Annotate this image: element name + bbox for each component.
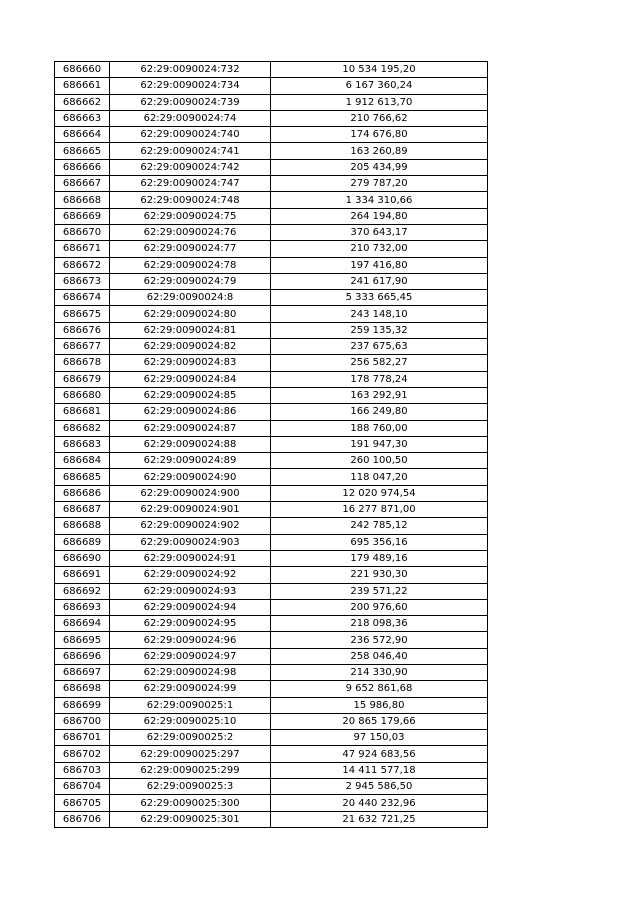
cadastral-number-cell: 62:29:0090024:8 (110, 290, 271, 306)
table-row (55, 664, 488, 680)
cadastral-value-cell: 179 489,16 (271, 550, 488, 566)
cadastral-number-cell: 62:29:0090024:88 (110, 436, 271, 452)
row-number-cell: 686663 (55, 110, 110, 126)
table-row (55, 811, 488, 827)
cadastral-number-cell: 62:29:0090024:901 (110, 502, 271, 518)
cadastral-value-cell: 16 277 871,00 (271, 502, 488, 518)
table-row (55, 192, 488, 208)
row-number-cell: 686691 (55, 567, 110, 583)
row-number-cell: 686689 (55, 534, 110, 550)
table-row (55, 583, 488, 599)
cadastral-number-cell: 62:29:0090024:78 (110, 257, 271, 273)
row-number-cell: 686674 (55, 290, 110, 306)
cadastral-value-cell: 259 135,32 (271, 322, 488, 338)
cadastral-number-cell: 62:29:0090024:98 (110, 664, 271, 680)
cadastral-value-cell: 191 947,30 (271, 436, 488, 452)
row-number-cell: 686683 (55, 436, 110, 452)
row-number-cell: 686697 (55, 664, 110, 680)
table-row (55, 339, 488, 355)
table-body (55, 62, 488, 828)
cadastral-value-cell: 21 632 721,25 (271, 811, 488, 827)
cadastral-number-cell: 62:29:0090024:903 (110, 534, 271, 550)
row-number-cell: 686698 (55, 681, 110, 697)
cadastral-number-cell: 62:29:0090025:300 (110, 795, 271, 811)
row-number-cell: 686699 (55, 697, 110, 713)
cadastral-number-cell: 62:29:0090024:82 (110, 339, 271, 355)
cadastral-value-cell: 188 760,00 (271, 420, 488, 436)
table-row (55, 208, 488, 224)
table-row (55, 436, 488, 452)
row-number-cell: 686693 (55, 599, 110, 615)
cadastral-number-cell: 62:29:0090025:301 (110, 811, 271, 827)
row-number-cell: 686665 (55, 143, 110, 159)
cadastral-value-cell: 197 416,80 (271, 257, 488, 273)
row-number-cell: 686668 (55, 192, 110, 208)
row-number-cell: 686694 (55, 616, 110, 632)
cadastral-value-cell: 20 865 179,66 (271, 713, 488, 729)
row-number-cell: 686661 (55, 78, 110, 94)
cadastral-value-cell: 10 534 195,20 (271, 62, 488, 78)
row-number-cell: 686671 (55, 241, 110, 257)
cadastral-value-cell: 370 643,17 (271, 224, 488, 240)
cadastral-value-cell: 118 047,20 (271, 469, 488, 485)
cadastral-value-cell: 163 292,91 (271, 387, 488, 403)
table-row (55, 469, 488, 485)
row-number-cell: 686681 (55, 404, 110, 420)
table-row (55, 176, 488, 192)
row-number-cell: 686679 (55, 371, 110, 387)
table-row (55, 632, 488, 648)
table-row (55, 62, 488, 78)
cadastral-value-cell: 9 652 861,68 (271, 681, 488, 697)
cadastral-number-cell: 62:29:0090025:299 (110, 762, 271, 778)
row-number-cell: 686669 (55, 208, 110, 224)
cadastral-value-cell: 6 167 360,24 (271, 78, 488, 94)
cadastral-number-cell: 62:29:0090024:74 (110, 110, 271, 126)
row-number-cell: 686702 (55, 746, 110, 762)
table-row (55, 143, 488, 159)
cadastral-value-cell: 239 571,22 (271, 583, 488, 599)
cadastral-number-cell: 62:29:0090024:91 (110, 550, 271, 566)
table-row (55, 567, 488, 583)
cadastral-number-cell: 62:29:0090024:748 (110, 192, 271, 208)
row-number-cell: 686677 (55, 339, 110, 355)
cadastral-number-cell: 62:29:0090024:76 (110, 224, 271, 240)
cadastral-value-cell: 695 356,16 (271, 534, 488, 550)
cadastral-number-cell: 62:29:0090025:3 (110, 779, 271, 795)
cadastral-value-cell: 200 976,60 (271, 599, 488, 615)
cadastral-number-cell: 62:29:0090024:739 (110, 94, 271, 110)
row-number-cell: 686687 (55, 502, 110, 518)
row-number-cell: 686700 (55, 713, 110, 729)
row-number-cell: 686682 (55, 420, 110, 436)
cadastral-number-cell: 62:29:0090024:900 (110, 485, 271, 501)
table-row (55, 795, 488, 811)
row-number-cell: 686664 (55, 127, 110, 143)
table-row (55, 518, 488, 534)
cadastral-value-cell: 20 440 232,96 (271, 795, 488, 811)
cadastral-number-cell: 62:29:0090024:93 (110, 583, 271, 599)
table-row (55, 453, 488, 469)
table-row (55, 224, 488, 240)
cadastral-value-cell: 5 333 665,45 (271, 290, 488, 306)
table-row (55, 746, 488, 762)
table-row (55, 127, 488, 143)
cadastral-value-cell: 242 785,12 (271, 518, 488, 534)
cadastral-number-cell: 62:29:0090024:77 (110, 241, 271, 257)
table-row (55, 779, 488, 795)
row-number-cell: 686704 (55, 779, 110, 795)
row-number-cell: 686678 (55, 355, 110, 371)
cadastral-value-cell: 14 411 577,18 (271, 762, 488, 778)
row-number-cell: 686706 (55, 811, 110, 827)
table-row (55, 371, 488, 387)
row-number-cell: 686666 (55, 159, 110, 175)
cadastral-value-cell: 163 260,89 (271, 143, 488, 159)
row-number-cell: 686685 (55, 469, 110, 485)
cadastral-number-cell: 62:29:0090024:79 (110, 273, 271, 289)
cadastral-number-cell: 62:29:0090024:741 (110, 143, 271, 159)
table-row (55, 648, 488, 664)
cadastral-number-cell: 62:29:0090024:96 (110, 632, 271, 648)
cadastral-number-cell: 62:29:0090024:86 (110, 404, 271, 420)
cadastral-value-cell: 214 330,90 (271, 664, 488, 680)
row-number-cell: 686688 (55, 518, 110, 534)
cadastral-number-cell: 62:29:0090025:2 (110, 730, 271, 746)
cadastral-value-cell: 258 046,40 (271, 648, 488, 664)
cadastral-value-cell: 178 778,24 (271, 371, 488, 387)
cadastral-value-cell: 221 930,30 (271, 567, 488, 583)
cadastral-number-cell: 62:29:0090024:81 (110, 322, 271, 338)
table-row (55, 485, 488, 501)
cadastral-value-cell: 264 194,80 (271, 208, 488, 224)
cadastral-value-cell: 12 020 974,54 (271, 485, 488, 501)
row-number-cell: 686695 (55, 632, 110, 648)
cadastral-value-cell: 97 150,03 (271, 730, 488, 746)
row-number-cell: 686692 (55, 583, 110, 599)
cadastral-number-cell: 62:29:0090024:747 (110, 176, 271, 192)
cadastral-number-cell: 62:29:0090024:97 (110, 648, 271, 664)
row-number-cell: 686686 (55, 485, 110, 501)
table-row (55, 762, 488, 778)
cadastral-number-cell: 62:29:0090024:83 (110, 355, 271, 371)
cadastral-number-cell: 62:29:0090024:95 (110, 616, 271, 632)
cadastral-value-cell: 47 924 683,56 (271, 746, 488, 762)
row-number-cell: 686675 (55, 306, 110, 322)
cadastral-number-cell: 62:29:0090024:94 (110, 599, 271, 615)
row-number-cell: 686667 (55, 176, 110, 192)
cadastral-number-cell: 62:29:0090024:99 (110, 681, 271, 697)
row-number-cell: 686662 (55, 94, 110, 110)
table-row (55, 94, 488, 110)
row-number-cell: 686684 (55, 453, 110, 469)
cadastral-number-cell: 62:29:0090024:740 (110, 127, 271, 143)
cadastral-number-cell: 62:29:0090024:92 (110, 567, 271, 583)
table-row (55, 355, 488, 371)
table-row (55, 387, 488, 403)
table-row (55, 599, 488, 615)
cadastral-value-cell: 205 434,99 (271, 159, 488, 175)
cadastral-number-cell: 62:29:0090024:85 (110, 387, 271, 403)
table-row (55, 110, 488, 126)
row-number-cell: 686673 (55, 273, 110, 289)
cadastral-number-cell: 62:29:0090024:90 (110, 469, 271, 485)
cadastral-number-cell: 62:29:0090024:742 (110, 159, 271, 175)
cadastral-value-cell: 241 617,90 (271, 273, 488, 289)
row-number-cell: 686672 (55, 257, 110, 273)
cadastral-value-cell: 260 100,50 (271, 453, 488, 469)
table-row (55, 420, 488, 436)
table-row (55, 78, 488, 94)
cadastral-value-cell: 166 249,80 (271, 404, 488, 420)
cadastral-value-cell: 243 148,10 (271, 306, 488, 322)
cadastral-number-cell: 62:29:0090024:902 (110, 518, 271, 534)
cadastral-number-cell: 62:29:0090024:80 (110, 306, 271, 322)
cadastral-number-cell: 62:29:0090024:75 (110, 208, 271, 224)
table-row (55, 273, 488, 289)
cadastral-value-cell: 218 098,36 (271, 616, 488, 632)
cadastral-value-cell: 279 787,20 (271, 176, 488, 192)
table-row (55, 502, 488, 518)
row-number-cell: 686701 (55, 730, 110, 746)
cadastral-value-cell: 210 766,62 (271, 110, 488, 126)
table-row (55, 730, 488, 746)
row-number-cell: 686696 (55, 648, 110, 664)
row-number-cell: 686660 (55, 62, 110, 78)
cadastral-value-cell: 210 732,00 (271, 241, 488, 257)
cadastral-number-cell: 62:29:0090025:1 (110, 697, 271, 713)
cadastral-value-table (54, 61, 488, 828)
row-number-cell: 686705 (55, 795, 110, 811)
table-row (55, 322, 488, 338)
cadastral-value-cell: 174 676,80 (271, 127, 488, 143)
table-row (55, 697, 488, 713)
table-row (55, 550, 488, 566)
cadastral-number-cell: 62:29:0090024:87 (110, 420, 271, 436)
cadastral-number-cell: 62:29:0090024:89 (110, 453, 271, 469)
table-row (55, 616, 488, 632)
table-row (55, 681, 488, 697)
cadastral-number-cell: 62:29:0090024:734 (110, 78, 271, 94)
cadastral-number-cell: 62:29:0090024:84 (110, 371, 271, 387)
row-number-cell: 686670 (55, 224, 110, 240)
table-row (55, 241, 488, 257)
row-number-cell: 686680 (55, 387, 110, 403)
row-number-cell: 686703 (55, 762, 110, 778)
cadastral-value-cell: 1 912 613,70 (271, 94, 488, 110)
table-row (55, 713, 488, 729)
cadastral-number-cell: 62:29:0090024:732 (110, 62, 271, 78)
table-row (55, 404, 488, 420)
table-row (55, 290, 488, 306)
cadastral-value-cell: 237 675,63 (271, 339, 488, 355)
cadastral-value-cell: 1 334 310,66 (271, 192, 488, 208)
row-number-cell: 686676 (55, 322, 110, 338)
cadastral-value-cell: 2 945 586,50 (271, 779, 488, 795)
table-row (55, 534, 488, 550)
cadastral-value-cell: 236 572,90 (271, 632, 488, 648)
table-row (55, 257, 488, 273)
table-row (55, 159, 488, 175)
cadastral-value-cell: 15 986,80 (271, 697, 488, 713)
cadastral-value-cell: 256 582,27 (271, 355, 488, 371)
table-row (55, 306, 488, 322)
row-number-cell: 686690 (55, 550, 110, 566)
cadastral-number-cell: 62:29:0090025:297 (110, 746, 271, 762)
cadastral-number-cell: 62:29:0090025:10 (110, 713, 271, 729)
